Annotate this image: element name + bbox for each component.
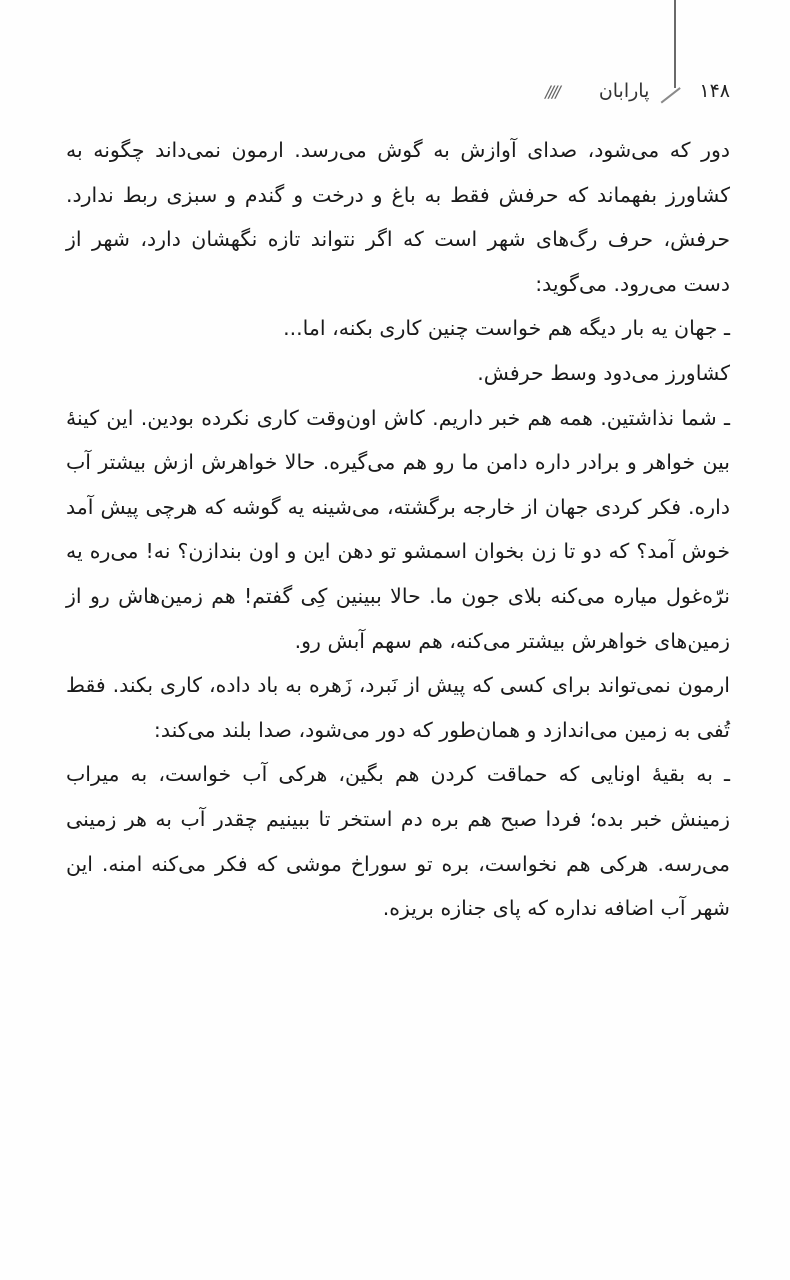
- paragraph: دور که می‌شود، صدای آوازش به گوش می‌رسد. ارمون نمی‌داند چگونه به کشاورز بفهماند که حرفش فقط به باغ و درخت و گندم و سبزی ربط ندارد. حرفش، حرف رگ‌های شهر است که اگر نتواند تازه نگهشان دارد، شهر از دست می‌رود. می‌گوید:: [66, 138, 730, 296]
- dialogue-line: ـ جهان یه بار دیگه هم خواست چنین کاری بکنه، اما...: [283, 316, 730, 341]
- dialogue-line: ـ شما نذاشتین. همه هم خبر داریم. کاش اون‌وقت کاری نکرده بودین. این کینهٔ بین خواهر و برادر داره دامن ما رو هم می‌گیره. حالا خواهرش ازش بیشتر آب داره. فکر کردی جهان از خارجه برگشته، می‌شینه یه گوشه که هرچی پیش آمد خوش آمد؟ که دو تا زن بخوان اسمشو تو دهن این و اون بندازن؟ نه! می‌ره یه نرّه‌غول میاره می‌کنه بلای جون ما. حالا ببینین کِی گفتم! هم زمین‌هاش رو از زمین‌های خواهرش بیشتر می‌کنه، هم سهم آبش رو.: [66, 405, 730, 653]
- paragraph: ارمون نمی‌تواند برای کسی که پیش از نَبرد، زَهره به باد داده، کاری بکند. فقط تُفی به زمین می‌اندازد و همان‌طور که دور می‌شود، صدا بلند می‌کند:: [66, 673, 730, 742]
- header-ornament: ////: [545, 81, 559, 101]
- body-text: [66, 128, 730, 931]
- header-vertical-rule: [674, 0, 676, 88]
- book-title: پارابان: [598, 80, 650, 102]
- page-number: ۱۴۸: [699, 80, 730, 102]
- dialogue-line: ـ به بقیهٔ اونایی که حماقت کردن هم بگین، هرکی آب خواست، به میراب زمینش خبر بده؛ فردا صبح هم بره دم استخر تا ببینیم چقدر آب به هر زمینی می‌رسه. هرکی هم نخواست، بره تو سوراخ موشی که فکر می‌کنه امنه. این شهر آب اضافه نداره که پای جنازه بریزه.: [66, 762, 730, 921]
- running-head: [545, 76, 730, 106]
- paragraph: کشاورز می‌دود وسط حرفش.: [477, 360, 730, 385]
